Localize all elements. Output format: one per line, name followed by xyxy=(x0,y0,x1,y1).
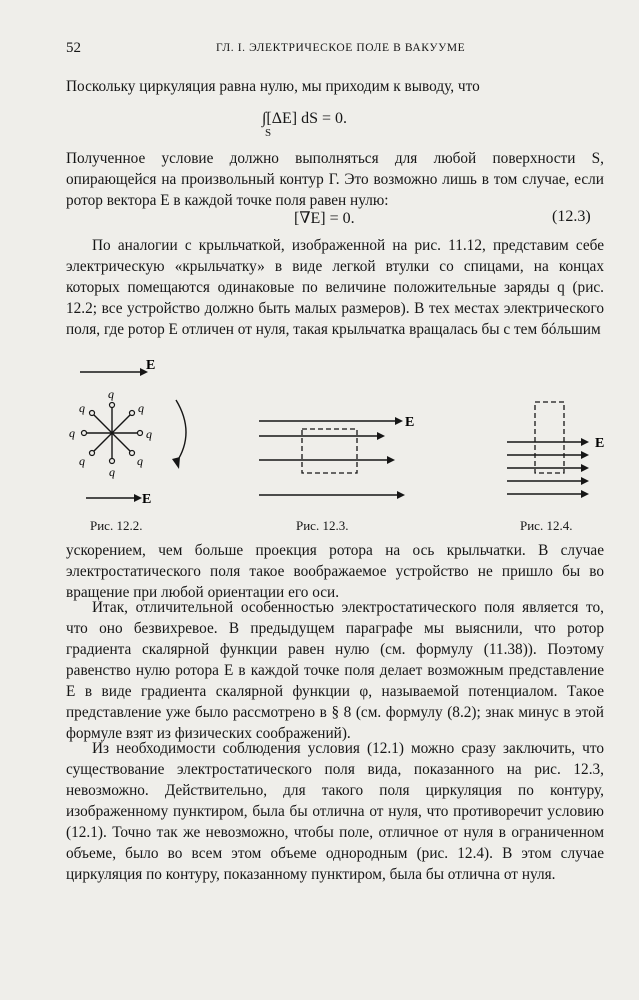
rotation-arc xyxy=(176,400,186,463)
paragraph-intro: Поскольку циркуляция равна нулю, мы приходим к выводу, что xyxy=(66,78,480,95)
arrow-heads xyxy=(377,417,405,499)
paragraph-impeller: По аналогии с крыльчаткой, изображенной на рис. 11.12, представим себе электрическую «крыльчатку» в виде легкой втулки со спицами, на концах которых помещаются одинаковые по величине положительные заряды q (рис. 12.2; все устройство должно быть малых размеров). В тех местах электрического поля, где ротор E отличен от нуля, такая крыльчатка вращалась бы с тем бóльшим xyxy=(66,237,604,338)
svg-text:q: q xyxy=(79,454,85,468)
svg-text:q: q xyxy=(108,387,114,401)
equation-number: (12.3) xyxy=(552,208,591,225)
caption-fig-12-3: Рис. 12.3. xyxy=(296,518,349,533)
arrow-heads xyxy=(581,438,589,498)
field-label: E xyxy=(595,436,605,451)
formula-text: ∫[ΔE] dS = 0. xyxy=(262,110,348,127)
paragraph-condition: Полученное условие должно выполняться для любой поверхности S, опирающейся на произвольный контур Γ. Это возможно лишь в том случае, если ротор вектора E в каждой точке поля равен нулю: xyxy=(66,150,604,209)
page-header xyxy=(66,40,606,60)
figure-12-3 xyxy=(255,400,420,505)
paragraph-rotation: ускорением, чем больше проекция ротора на ось крыльчатки. В случае электростатического поля такое воображаемое устройство не пришло бы во вращение при любой ориентации его оси. xyxy=(66,542,604,601)
page-number: 52 xyxy=(66,40,81,56)
field-label: E xyxy=(405,415,415,430)
field-label: E xyxy=(146,358,156,373)
field-lines xyxy=(507,442,581,494)
field-label: E xyxy=(142,492,152,507)
caption-fig-12-4: Рис. 12.4. xyxy=(520,518,573,533)
paragraph-impossibility: Из необходимости соблюдения условия (12.1) можно сразу заключить, что существование электростатического поля вида, показанного на рис. 12.3, невозможно. Действительно, для такого поля циркуляция по контуру, изображенному пунктиром, была бы отлична от нуля, что противоречит условию (12.1). Точно так же невозможно, чтобы поле, отличное от нуля в ограниченном объеме, было во всем этом объеме однородным (рис. 12.4). В этом случае циркуляция по контуру, показанному пунктиром, была бы отлична от нуля. xyxy=(66,740,604,883)
figure-12-4 xyxy=(505,395,615,505)
svg-text:q: q xyxy=(79,401,85,415)
dashed-contour xyxy=(535,402,564,473)
paragraph-irrotational: Итак, отличительной особенностью электростатического поля является то, что оно безвихревое. В предыдущем параграфе мы выяснили, что ротор градиента скалярной функции равен нулю (см. формулу (11.38)). Поэтому равенство нулю ротора E в каждой точке поля делает возможным представление E в виде градиента скалярной функции φ, называемой потенциалом. Такое представление уже было рассмотрено в § 8 (см. формулу (8.2); знак минус в этой формуле взят из физических соображений). xyxy=(66,599,604,742)
rotation-arrow-icon xyxy=(172,457,180,469)
field-lines xyxy=(259,421,397,495)
svg-text:q: q xyxy=(137,454,143,468)
figure-12-2 xyxy=(66,355,200,515)
svg-text:q: q xyxy=(109,465,115,479)
svg-text:q: q xyxy=(69,426,75,440)
formula-curl-zero: [∇E] = 0. xyxy=(294,210,355,227)
formula-surface-integral xyxy=(262,110,347,128)
svg-text:q: q xyxy=(146,427,152,441)
integral-subscript: S xyxy=(265,127,272,139)
arrow-head-icon xyxy=(134,494,142,502)
running-title: ГЛ. I. ЭЛЕКТРИЧЕСКОЕ ПОЛЕ В ВАКУУМЕ xyxy=(216,42,466,54)
svg-text:q: q xyxy=(138,401,144,415)
caption-fig-12-2: Рис. 12.2. xyxy=(90,518,143,533)
